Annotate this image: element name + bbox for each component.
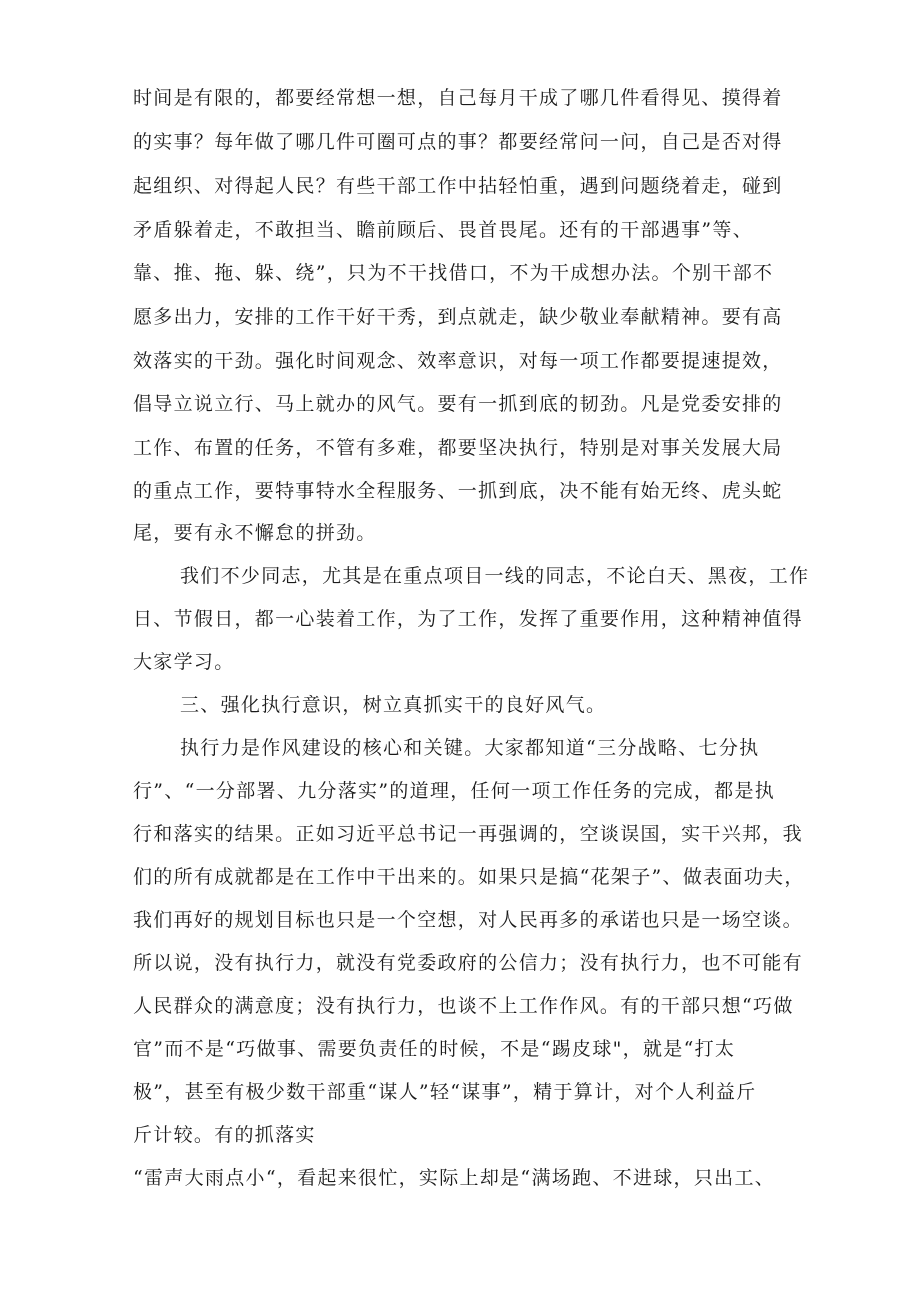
text-line: 的实事？每年做了哪几件可圈可点的事？都要经常问一问，自己是否对得 — [133, 131, 783, 153]
text-line: 尾，要有永不懈怠的拼劲。 — [133, 522, 377, 544]
text-line: “雷声大雨点小“，看起来很忙，实际上却是“满场跑、不进球，只出工、 — [133, 1167, 776, 1189]
text-line: 大家学习。 — [133, 651, 235, 673]
text-line: 的重点工作，要特事特水全程服务、一抓到底，决不能有始无终、虎头蛇 — [133, 480, 783, 502]
text-line: 日、节假日，都一心装着工作，为了工作，发挥了重要作用，这种精神值得 — [133, 608, 803, 630]
text-line: 工作、布置的任务，不管有多难，都要坚决执行，特别是对事关发展大局 — [133, 437, 783, 459]
text-line: 起组织、对得起人民？有些干部工作中拈轻怕重，遇到问题绕着走，碰到 — [133, 175, 783, 197]
text-line: 人民群众的满意度；没有执行力，也谈不上工作作风。有的干部只想“巧做 — [133, 995, 794, 1017]
text-line: 极”，甚至有极少数干部重“谋人”轻“谋事”，精于算计，对个人利益斤 — [133, 1081, 757, 1103]
text-line: 愿多出力，安排的工作干好干秀，到点就走，缺少敬业奉献精神。要有高 — [133, 306, 783, 328]
text-line: 时间是有限的，都要经常想一想，自己每月干成了哪几件看得见、摸得着 — [133, 87, 783, 109]
text-line: 行和落实的结果。正如习近平总书记一再强调的，空谈误国，实干兴邦，我 — [133, 823, 803, 845]
text-line: 行”、“一分部署、九分落实”的道理，任何一项工作任务的完成，都是执 — [133, 780, 776, 802]
text-line: 们的所有成就都是在工作中干出来的。如果只是搞“花架子”、做表面功夫， — [133, 866, 805, 888]
text-line: 倡导立说立行、马上就办的风气。要有一抓到底的韧劲。凡是党委安排的 — [133, 393, 783, 415]
text-line: 官”而不是“巧做事、需要负责任的时候，不是“踢皮球"，就是“打太 — [133, 1038, 736, 1060]
section-heading: 三、强化执行意识，树立真抓实干的良好风气。 — [180, 694, 607, 716]
text-line: 所以说，没有执行力，就没有党委政府的公信力；没有执行力，也不可能有 — [133, 952, 803, 974]
text-line: 执行力是作风建设的核心和关键。大家都知道“三分战略、七分执 — [180, 737, 760, 759]
text-line: 靠、推、拖、躲、绕”，只为不干找借口，不为干成想办法。个别干部不 — [133, 262, 774, 284]
text-line: 效落实的干劲。强化时间观念、效率意识，对每一项工作都要提速提效， — [133, 350, 783, 372]
text-line: 矛盾躲着走，不敢担当、瞻前顾后、畏首畏尾。还有的干部遇事”等、 — [133, 219, 754, 241]
text-line: 我们不少同志，尤其是在重点项目一线的同志，不论白天、黑夜，工作 — [180, 565, 810, 587]
text-line: 斤计较。有的抓落实 — [133, 1124, 316, 1146]
text-line: 我们再好的规划目标也只是一个空想，对人民再多的承诺也只是一场空谈。 — [133, 909, 803, 931]
